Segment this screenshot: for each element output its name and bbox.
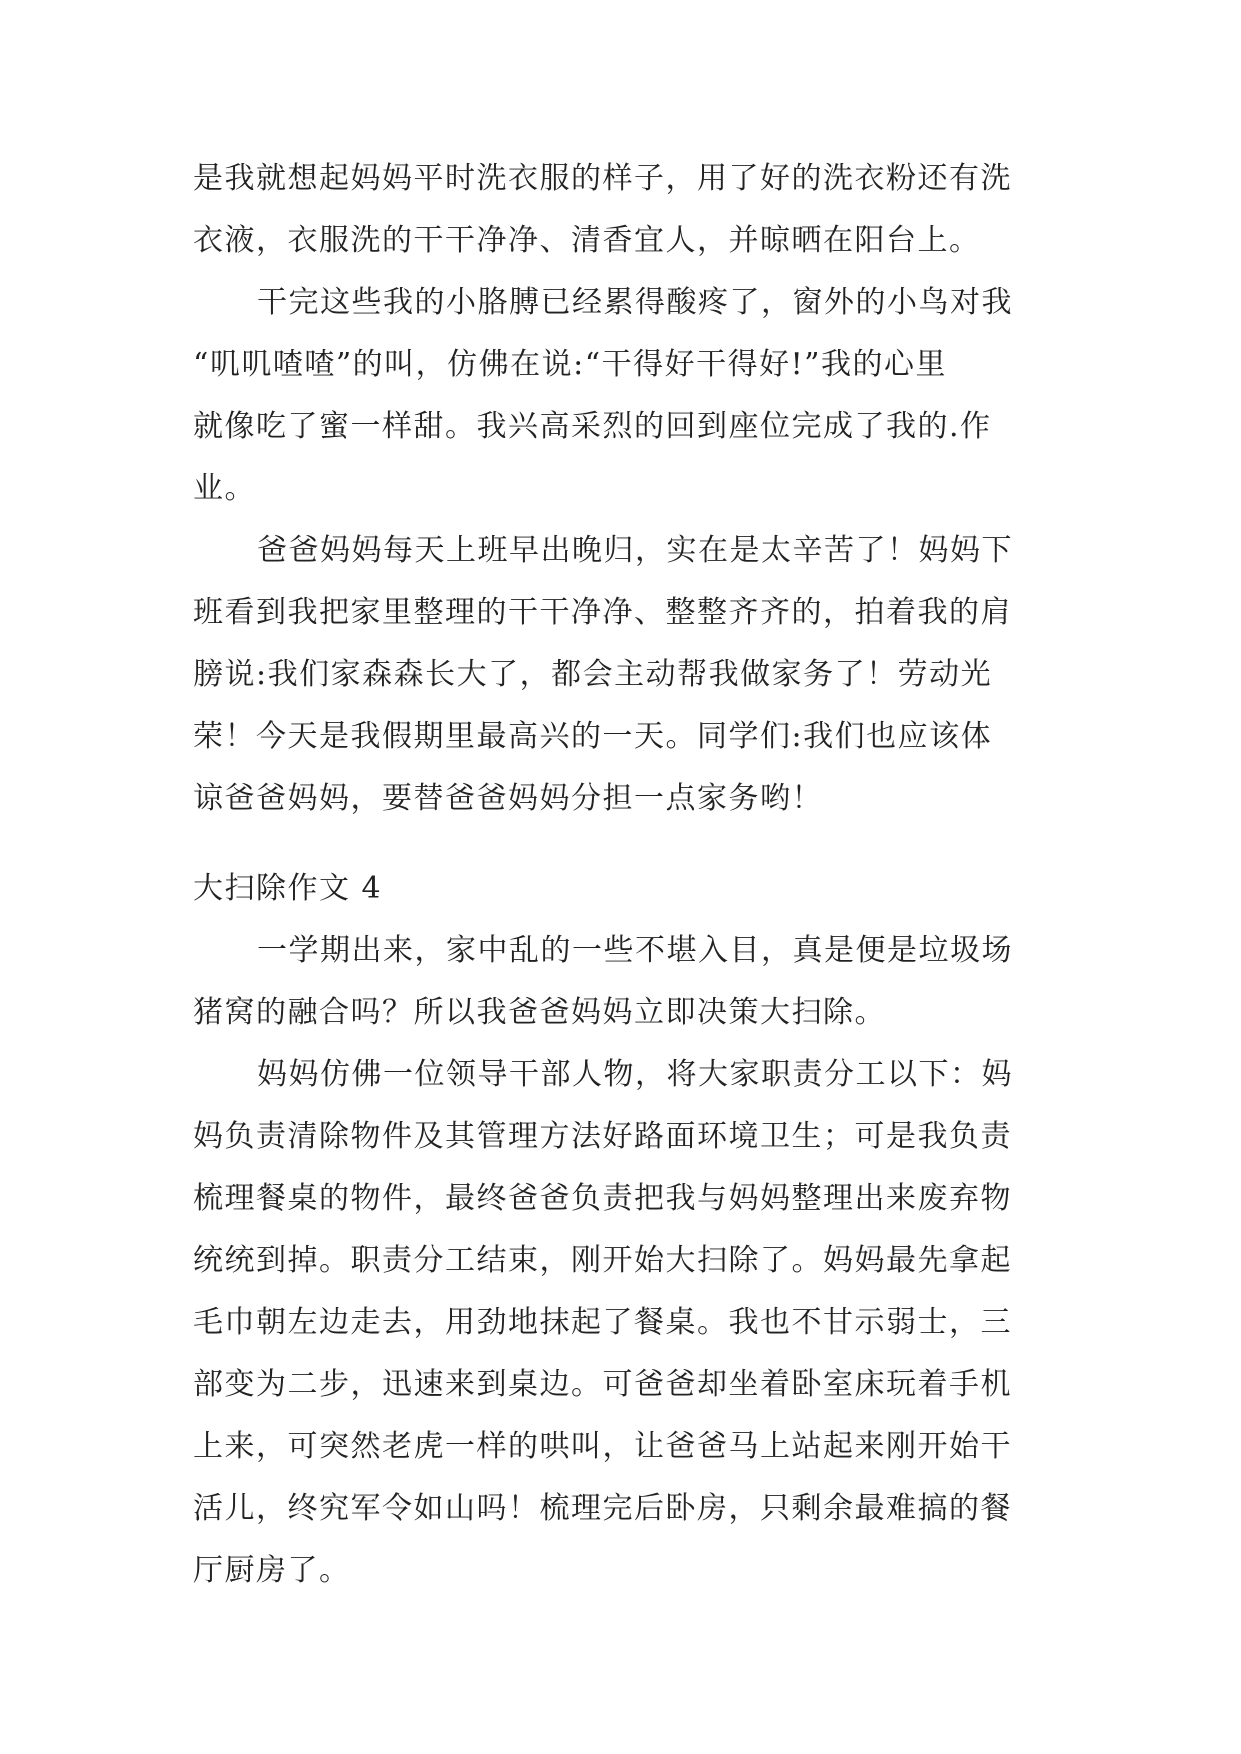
text-line: 统统到掉。职责分工结束，刚开始大扫除了。妈妈最先拿起: [193, 1243, 1012, 1278]
text-line: 干完这些我的小胳膊已经累得酸疼了，窗外的小鸟对我: [257, 285, 1013, 320]
text-line: 梳理餐桌的物件，最终爸爸负责把我与妈妈整理出来废弃物: [193, 1181, 1012, 1216]
text-line: 部变为二步，迅速来到桌边。可爸爸却坐着卧室床玩着手机: [193, 1367, 1012, 1402]
paragraph: [193, 920, 1051, 1044]
text-line: 班看到我把家里整理的干干净净、整整齐齐的，拍着我的肩: [193, 595, 1012, 630]
paragraph: [193, 1044, 1051, 1602]
text-line: 猪窝的融合吗？所以我爸爸妈妈立即决策大扫除。: [193, 995, 886, 1030]
text-line: 业。: [193, 471, 256, 506]
text-line: 厅厨房了。: [193, 1553, 351, 1588]
text-line: “叽叽喳喳”的叫，仿佛在说:“干得好干得好!”我的心里: [193, 347, 948, 382]
body-text-lower: [193, 920, 1051, 1602]
paragraph: [193, 148, 1051, 272]
text-line: 谅爸爸妈妈，要替爸爸妈妈分担一点家务哟！: [193, 781, 823, 816]
text-line: 毛巾朝左边走去，用劲地抹起了餐桌。我也不甘示弱士，三: [193, 1305, 1012, 1340]
text-line: 上来，可突然老虎一样的哄叫，让爸爸马上站起来刚开始干: [193, 1429, 1012, 1464]
text-line: 衣液，衣服洗的干干净净、清香宜人，并晾晒在阳台上。: [193, 223, 981, 258]
text-line: 妈负责清除物件及其管理方法好路面环境卫生；可是我负责: [193, 1119, 1012, 1154]
text-line: 一学期出来，家中乱的一些不堪入目，真是便是垃圾场: [257, 933, 1013, 968]
text-line: 爸爸妈妈每天上班早出晚归，实在是太辛苦了！妈妈下: [257, 533, 1013, 568]
body-text-upper: [193, 148, 1051, 830]
section-title: 大扫除作文 4: [193, 871, 383, 906]
text-line: 就像吃了蜜一样甜。我兴高采烈的回到座位完成了我的.作: [193, 409, 992, 444]
text-line: 荣！今天是我假期里最高兴的一天。同学们:我们也应该体: [193, 719, 993, 754]
paragraph: [193, 520, 1051, 830]
text-line: 是我就想起妈妈平时洗衣服的样子，用了好的洗衣粉还有洗: [193, 161, 1012, 196]
text-line: 膀说:我们家森森长大了，都会主动帮我做家务了！劳动光: [193, 657, 993, 692]
text-line: 活儿，终究军令如山吗！梳理完后卧房，只剩余最难搞的餐: [193, 1491, 1012, 1526]
paragraph: [193, 272, 1051, 520]
text-line: 妈妈仿佛一位领导干部人物，将大家职责分工以下：妈: [257, 1057, 1013, 1092]
section-title-block: [193, 858, 1051, 920]
